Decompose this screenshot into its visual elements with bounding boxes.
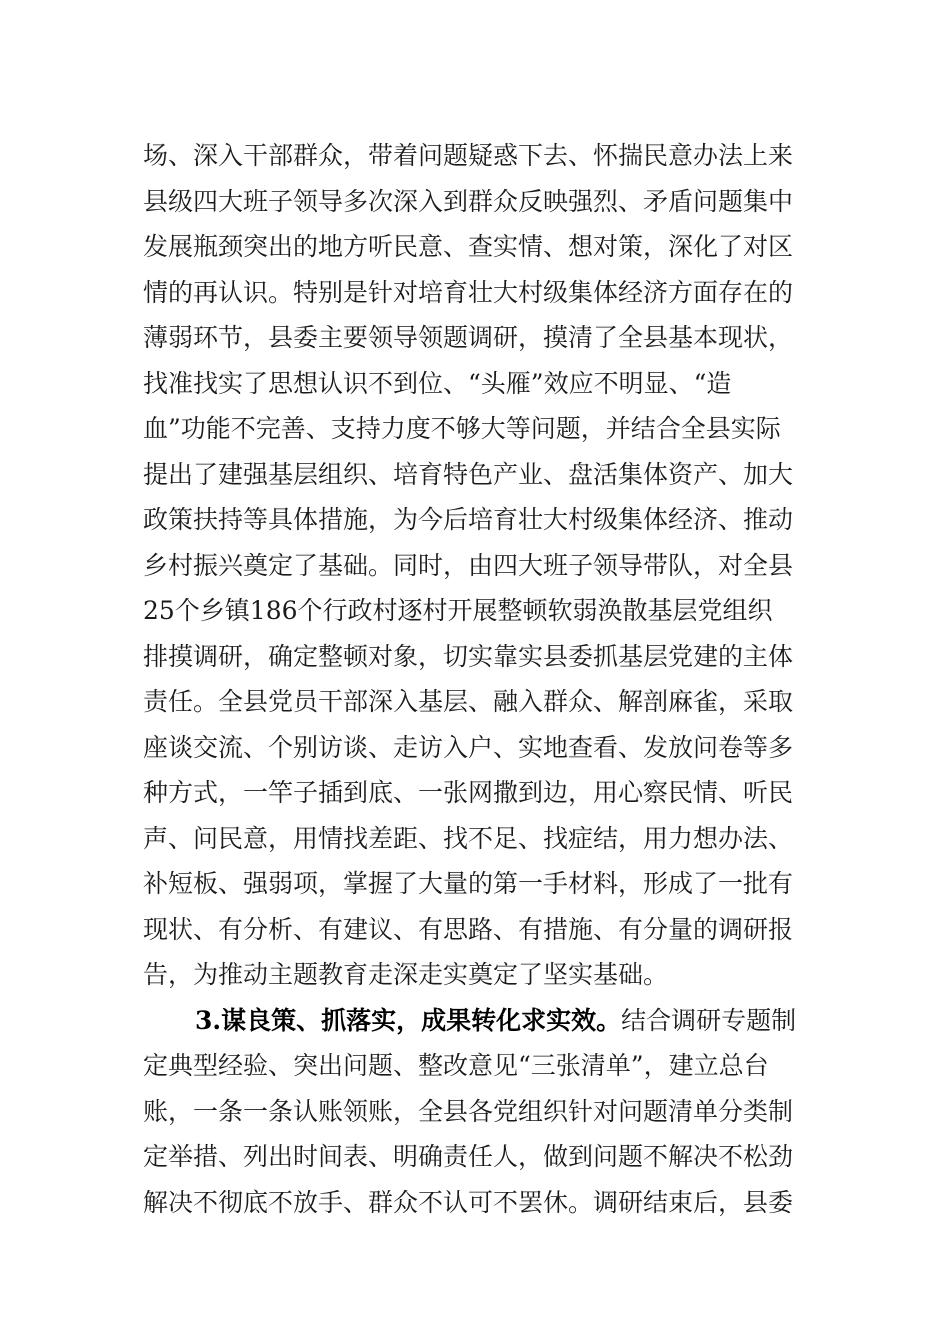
text-line: 血”功能不完善、支持力度不够大等问题，并结合全县实际 bbox=[143, 414, 781, 443]
text-line: 定典型经验、突出问题、整改意见“三张清单”，建立总台 bbox=[143, 1051, 769, 1080]
text-line: 解决不彻底不放手、群众不认可不罢休。调研结束后，县委 bbox=[143, 1187, 794, 1217]
text-line: 提出了建强基层组织、培育特色产业、盘活集体资产、加大 bbox=[143, 459, 794, 489]
text-line: 政策扶持等具体措施，为今后培育壮大村级集体经济、推动 bbox=[143, 505, 794, 534]
paragraph-2 bbox=[143, 998, 823, 1226]
section-heading: 3.谋良策、抓落实，成果转化求实效。 bbox=[195, 1005, 622, 1035]
text-line: 乡村振兴奠定了基础。同时，由四大班子领导带队，对全县 bbox=[143, 550, 794, 580]
text-line: 座谈交流、个别访谈、走访入户、实地查看、发放问卷等多 bbox=[143, 732, 794, 762]
text-line: 场、深入干部群众，带着问题疑惑下去、怀揣民意办法上来 bbox=[143, 141, 794, 170]
text-line: 补短板、强弱项，掌握了大量的第一手材料，形成了一批有 bbox=[143, 869, 794, 898]
paragraph-1 bbox=[143, 133, 823, 998]
text-line: 账，一条一条认账领账，全县各党组织针对问题清单分类制 bbox=[143, 1096, 794, 1126]
text-line: 定举措、列出时间表、明确责任人，做到问题不解决不松劲 bbox=[143, 1142, 794, 1171]
heading-continuation: 结合调研专题制 bbox=[621, 1005, 797, 1035]
text-line: 县级四大班子领导多次深入到群众反映强烈、矛盾问题集中 bbox=[143, 186, 794, 216]
text-line: 告，为推动主题教育走深走实奠定了坚实基础。 bbox=[143, 960, 669, 989]
paragraph-2-first-line bbox=[143, 998, 823, 1044]
text-line: 情的再认识。特别是针对培育壮大村级集体经济方面存在的 bbox=[143, 277, 794, 307]
text-line: 声、问民意，用情找差距、找不足、找症结，用力想办法、 bbox=[143, 823, 794, 853]
text-line: 责任。全县党员干部深入基层、融入群众、解剖麻雀，采取 bbox=[143, 687, 794, 716]
text-line: 排摸调研，确定整顿对象，切实靠实县委抓基层党建的主体 bbox=[143, 641, 794, 671]
text-line: 种方式，一竿子插到底、一张网撒到边，用心察民情、听民 bbox=[143, 778, 794, 807]
text-line: 现状、有分析、有建议、有思路、有措施、有分量的调研报 bbox=[143, 914, 794, 944]
text-line: 发展瓶颈突出的地方听民意、查实情、想对策，深化了对区 bbox=[143, 232, 794, 261]
text-line: 薄弱环节，县委主要领导领题调研，摸清了全县基本现状， bbox=[143, 323, 794, 352]
body-text bbox=[143, 133, 823, 1225]
text-line: 25个乡镇186个行政村逐村开展整顿软弱涣散基层党组织 bbox=[143, 596, 773, 625]
text-line: 找准找实了思想认识不到位、“头雁”效应不明显、“造 bbox=[143, 368, 732, 398]
